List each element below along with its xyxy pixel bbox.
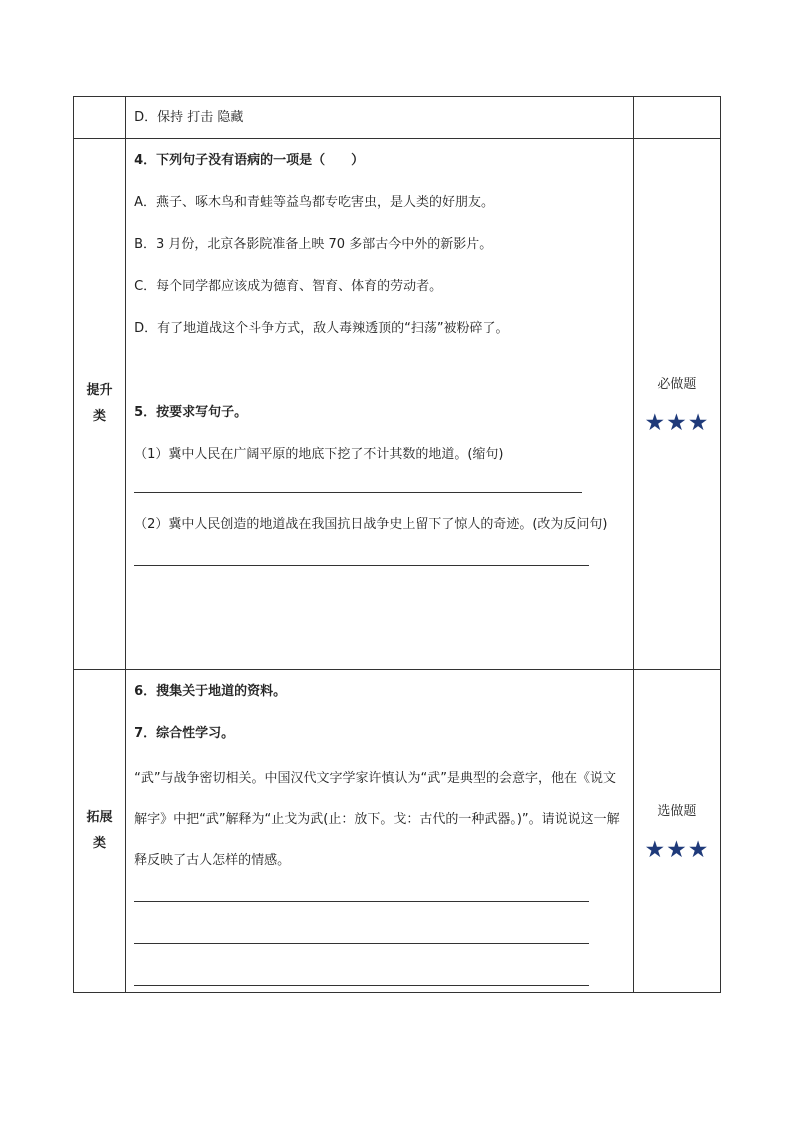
ti-sheng-side (633, 139, 720, 670)
answer-line[interactable] (134, 565, 589, 566)
row-tuo-zhan (74, 670, 721, 993)
q4-option-d: D．有了地道战这个斗争方式，敌人毒辣透顶的“扫荡”被粉碎了。 (134, 321, 509, 336)
tuo-zhan-side (633, 670, 720, 993)
option-d-text: D．保持 打击 隐藏 (134, 109, 244, 125)
difficulty-stars: ★★★ (644, 836, 710, 863)
q4-option-c: C．每个同学都应该成为德育、智育、体育的劳动者。 (134, 279, 443, 294)
q7-passage: “武”与战争密切相关。中国汉代文字学家许慎认为“武”是典型的会意字，他在《说文解字》中把“武”解释为“止戈为武(止：放下。戈：古代的一种武器。)”。请说说这一解释反映了古人怎样的情感。 (134, 771, 620, 868)
question-4-title: 4．下列句子没有语病的一项是（ ） (134, 153, 365, 168)
category-label: 提升类 (86, 383, 113, 424)
empty-category-cell (74, 97, 126, 139)
optional-label: 选做题 (657, 803, 697, 819)
category-label: 拓展类 (86, 810, 113, 851)
q4-option-a: A．燕子、啄木鸟和青蛙等益鸟都专吃害虫，是人类的好朋友。 (134, 195, 494, 210)
category-tuo-zhan (74, 670, 126, 993)
row-option-d (74, 97, 721, 139)
ti-sheng-content (126, 139, 634, 670)
worksheet (73, 96, 721, 993)
answer-line[interactable] (134, 985, 589, 986)
tuo-zhan-content (126, 670, 634, 993)
row-ti-sheng (74, 139, 721, 670)
required-label: 必做题 (657, 376, 697, 392)
q5-sub2: （2）冀中人民创造的地道战在我国抗日战争史上留下了惊人的奇迹。(改为反问句) (134, 517, 608, 532)
option-d-cell (126, 97, 634, 139)
q4-option-b: B．3 月份，北京各影院准备上映 70 多部古今中外的新影片。 (134, 237, 493, 252)
empty-side-cell (633, 97, 720, 139)
worksheet-table (73, 96, 721, 993)
q5-sub1: （1）冀中人民在广阔平原的地底下挖了不计其数的地道。(缩句) (134, 447, 504, 462)
question-5-title: 5．按要求写句子。 (134, 405, 248, 420)
question-6-title: 6．搜集关于地道的资料。 (134, 684, 287, 699)
question-7-title: 7．综合性学习。 (134, 726, 235, 741)
category-ti-sheng (74, 139, 126, 670)
difficulty-stars: ★★★ (644, 409, 710, 436)
